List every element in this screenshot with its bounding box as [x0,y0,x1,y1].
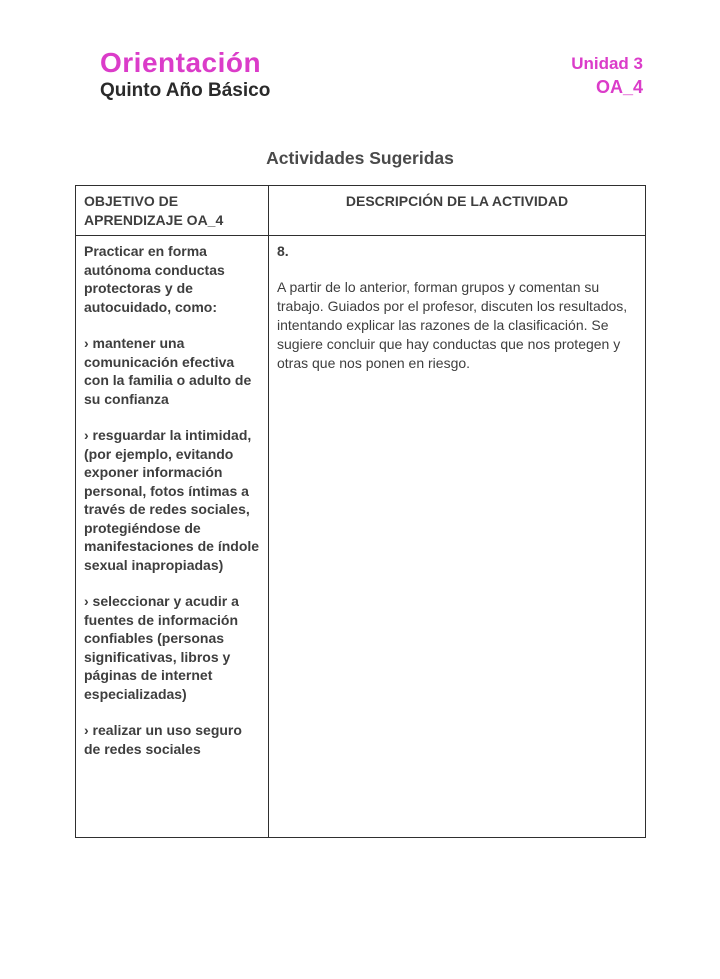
objective-bullet: › mantener una comunicación efectiva con la familia o adulto de su confianza [84,335,252,407]
subject-title: Orientación [100,47,262,78]
table-header-row [76,186,646,236]
header-left [100,47,270,103]
document-page [0,47,720,979]
activity-description: A partir de lo anterior, forman grupos y comentan su trabajo. Guiados por el profesor, discuten los resultados, intentando explicar las razones de la clasificación. Se sugiere concluir que hay conductas que nos protegen y otras que nos ponen en riesgo. [277,279,628,371]
objective-intro: Practicar en forma autónoma conductas protectoras y de autocuidado, como: [84,243,225,315]
grade-subtitle: Quinto Año Básico [100,80,271,101]
activities-table [75,185,646,838]
column-header-objective: OBJETIVO DE APRENDIZAJE OA_4 [76,186,269,236]
unit-label: Unidad 3 [571,54,643,73]
page-title: Actividades Sugeridas [266,148,454,168]
header-right [571,47,643,100]
table-row [76,236,646,838]
objective-bullet: › resguardar la intimidad, (por ejemplo, evitando exponer información personal, fotos íntimas a través de redes sociales, protegiéndose de manifestaciones de índole sexual inapropiadas) [84,427,260,573]
activity-cell [269,236,646,838]
activity-number: 8. [277,243,289,259]
objective-cell [76,236,269,838]
objective-bullet: › realizar un uso seguro de redes sociales [84,722,242,757]
document-header [100,47,643,103]
column-header-description: DESCRIPCIÓN DE LA ACTIVIDAD [269,186,646,236]
objective-bullet: › seleccionar y acudir a fuentes de información confiables (personas significativas, libros y páginas de internet especializadas) [84,593,239,702]
oa-code-label: OA_4 [595,77,643,97]
